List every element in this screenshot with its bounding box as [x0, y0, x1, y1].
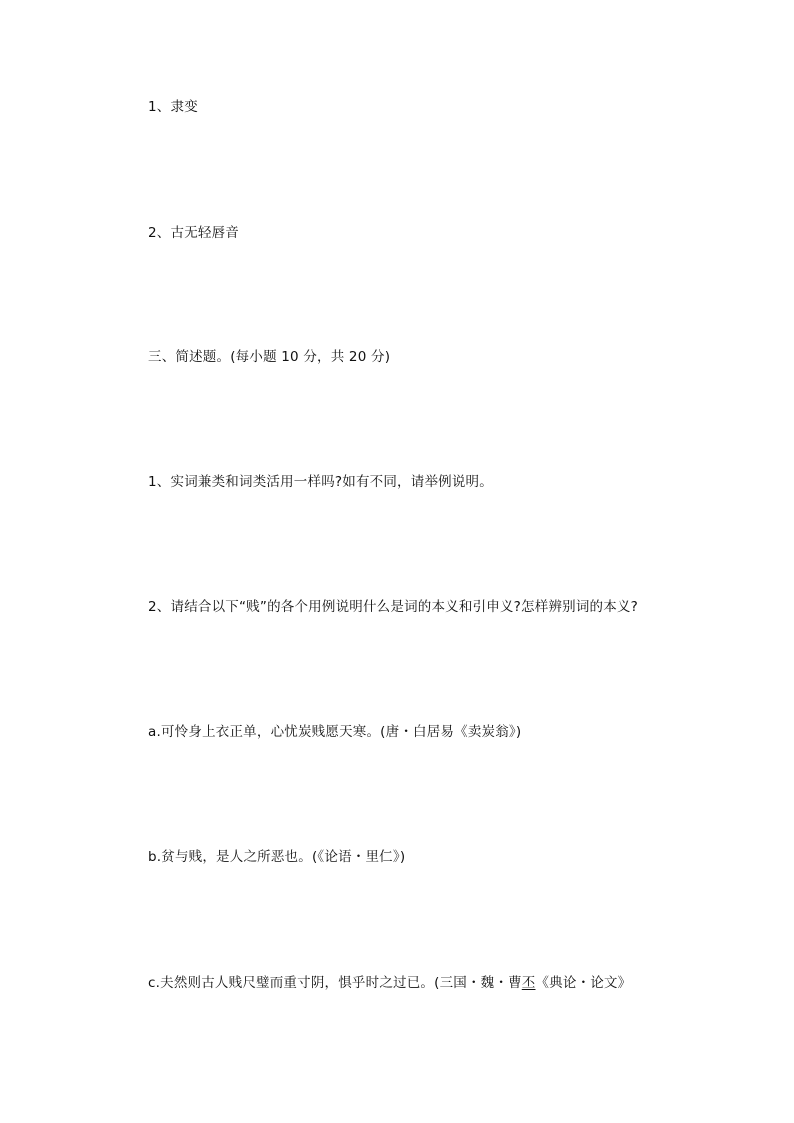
- term-item-1: 1、隶变: [148, 99, 198, 115]
- example-c-underlined-char: 丕: [521, 975, 536, 991]
- example-c: [148, 974, 631, 992]
- term-item-2: 2、古无轻唇音: [148, 225, 239, 241]
- example-c-source: 《典论・论文》: [535, 975, 632, 991]
- example-a: a.可怜身上衣正单，心忧炭贱愿天寒。(唐・白居易《卖炭翁》): [148, 724, 522, 740]
- question-1: 1、实词兼类和词类活用一样吗?如有不同，请举例说明。: [148, 474, 493, 490]
- section-heading-short-answer: 三、简述题。(每小题 10 分，共 20 分): [148, 349, 391, 365]
- example-c-text: c.夫然则古人贱尺璧而重寸阴，惧乎时之过已。(三国・魏・曹: [148, 975, 522, 991]
- example-b: b.贫与贱，是人之所恶也。(《论语・里仁》): [148, 849, 406, 865]
- question-2: 2、请结合以下“贱”的各个用例说明什么是词的本义和引申义?怎样辨别词的本义?: [148, 599, 639, 615]
